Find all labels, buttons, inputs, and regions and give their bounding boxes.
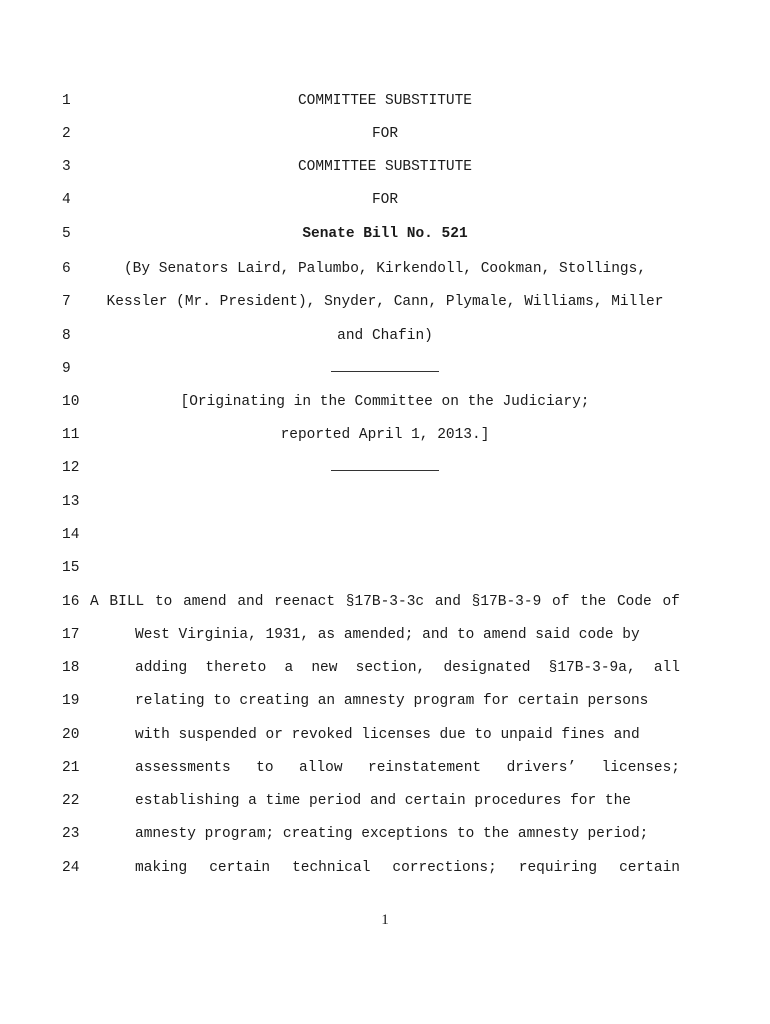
word: adding [135, 660, 188, 676]
sponsors-line: and Chafin) [337, 328, 433, 344]
word: amend [183, 594, 227, 610]
line-number: 6 [62, 261, 71, 277]
word: section, [355, 660, 426, 676]
line-number: 18 [62, 660, 80, 676]
origin-line: [Originating in the Committee on the Judiciary; [180, 394, 590, 410]
line-number: 13 [62, 494, 80, 510]
word: all [653, 660, 680, 676]
line-number: 19 [62, 693, 80, 709]
word: to [154, 594, 173, 610]
word: A [90, 594, 99, 610]
line-number: 3 [62, 159, 71, 175]
line-number: 20 [62, 727, 80, 743]
origin-line: reported April 1, 2013.] [280, 427, 490, 443]
word: certain [619, 860, 680, 876]
word: requiring [518, 860, 598, 876]
word: reinstatement [368, 760, 482, 776]
heading-for: FOR [371, 126, 399, 142]
line-number: 5 [62, 226, 71, 242]
word: of [552, 594, 570, 610]
line-number: 7 [62, 294, 71, 310]
bill-text-line [135, 758, 680, 778]
line-number: 24 [62, 860, 80, 876]
line-number: 22 [62, 793, 80, 809]
line-number: 17 [62, 627, 80, 643]
line-number: 14 [62, 527, 80, 543]
word: reenact [274, 594, 336, 610]
word: §17B-3-9a, [548, 660, 636, 676]
heading-committee-substitute: COMMITTEE SUBSTITUTE [297, 159, 473, 175]
bill-text-line: establishing a time period and certain procedures for the [135, 793, 631, 809]
divider-rule [90, 359, 680, 379]
line-number: 15 [62, 560, 80, 576]
word: a [284, 660, 294, 676]
line-number: 11 [62, 427, 80, 443]
word: BILL [109, 594, 145, 610]
line-number: 16 [62, 594, 80, 610]
word: certain [209, 860, 271, 876]
sponsors-line: (By Senators Laird, Palumbo, Kirkendoll, Cookman, Stollings, [123, 261, 647, 277]
word: new [311, 660, 338, 676]
word: the [580, 594, 607, 610]
heading-for: FOR [371, 192, 399, 208]
bill-text-line [90, 592, 680, 612]
line-number: 21 [62, 760, 80, 776]
bill-text-line [135, 658, 680, 678]
bill-text-line: amnesty program; creating exceptions to the amnesty period; [135, 826, 649, 842]
word: §17B-3-9 [471, 594, 542, 610]
bill-title: Senate Bill No. 521 [302, 226, 468, 242]
divider-rule [90, 458, 680, 478]
sponsors-line: Kessler (Mr. President), Snyder, Cann, Plymale, Williams, Miller [106, 294, 664, 310]
word: assessments [135, 760, 231, 776]
line-number: 2 [62, 126, 71, 142]
heading-committee-substitute: COMMITTEE SUBSTITUTE [297, 93, 473, 109]
word: licenses; [601, 760, 680, 776]
line-number: 9 [62, 361, 71, 377]
bill-text-line: West Virginia, 1931, as amended; and to amend said code by [135, 627, 640, 643]
bill-text-line: relating to creating an amnesty program for certain persons [135, 693, 649, 709]
line-number: 1 [62, 93, 71, 109]
line-number: 4 [62, 192, 71, 208]
word: thereto [205, 660, 267, 676]
word: and [237, 594, 264, 610]
word: §17B-3-3c [345, 594, 425, 610]
line-number: 10 [62, 394, 80, 410]
bill-text-line: with suspended or revoked licenses due to unpaid fines and [135, 727, 640, 743]
line-number: 12 [62, 460, 80, 476]
word: and [434, 594, 461, 610]
word: making [135, 860, 188, 876]
word: of [662, 594, 680, 610]
page-number: 1 [381, 912, 389, 928]
line-number: 8 [62, 328, 71, 344]
word: to [256, 760, 274, 776]
word: technical [292, 860, 371, 876]
word: Code [616, 594, 652, 610]
bill-text-line [135, 858, 680, 878]
line-number: 23 [62, 826, 80, 842]
word: corrections; [392, 860, 497, 876]
word: allow [299, 760, 343, 776]
word: designated [443, 660, 531, 676]
word: drivers’ [506, 760, 577, 776]
